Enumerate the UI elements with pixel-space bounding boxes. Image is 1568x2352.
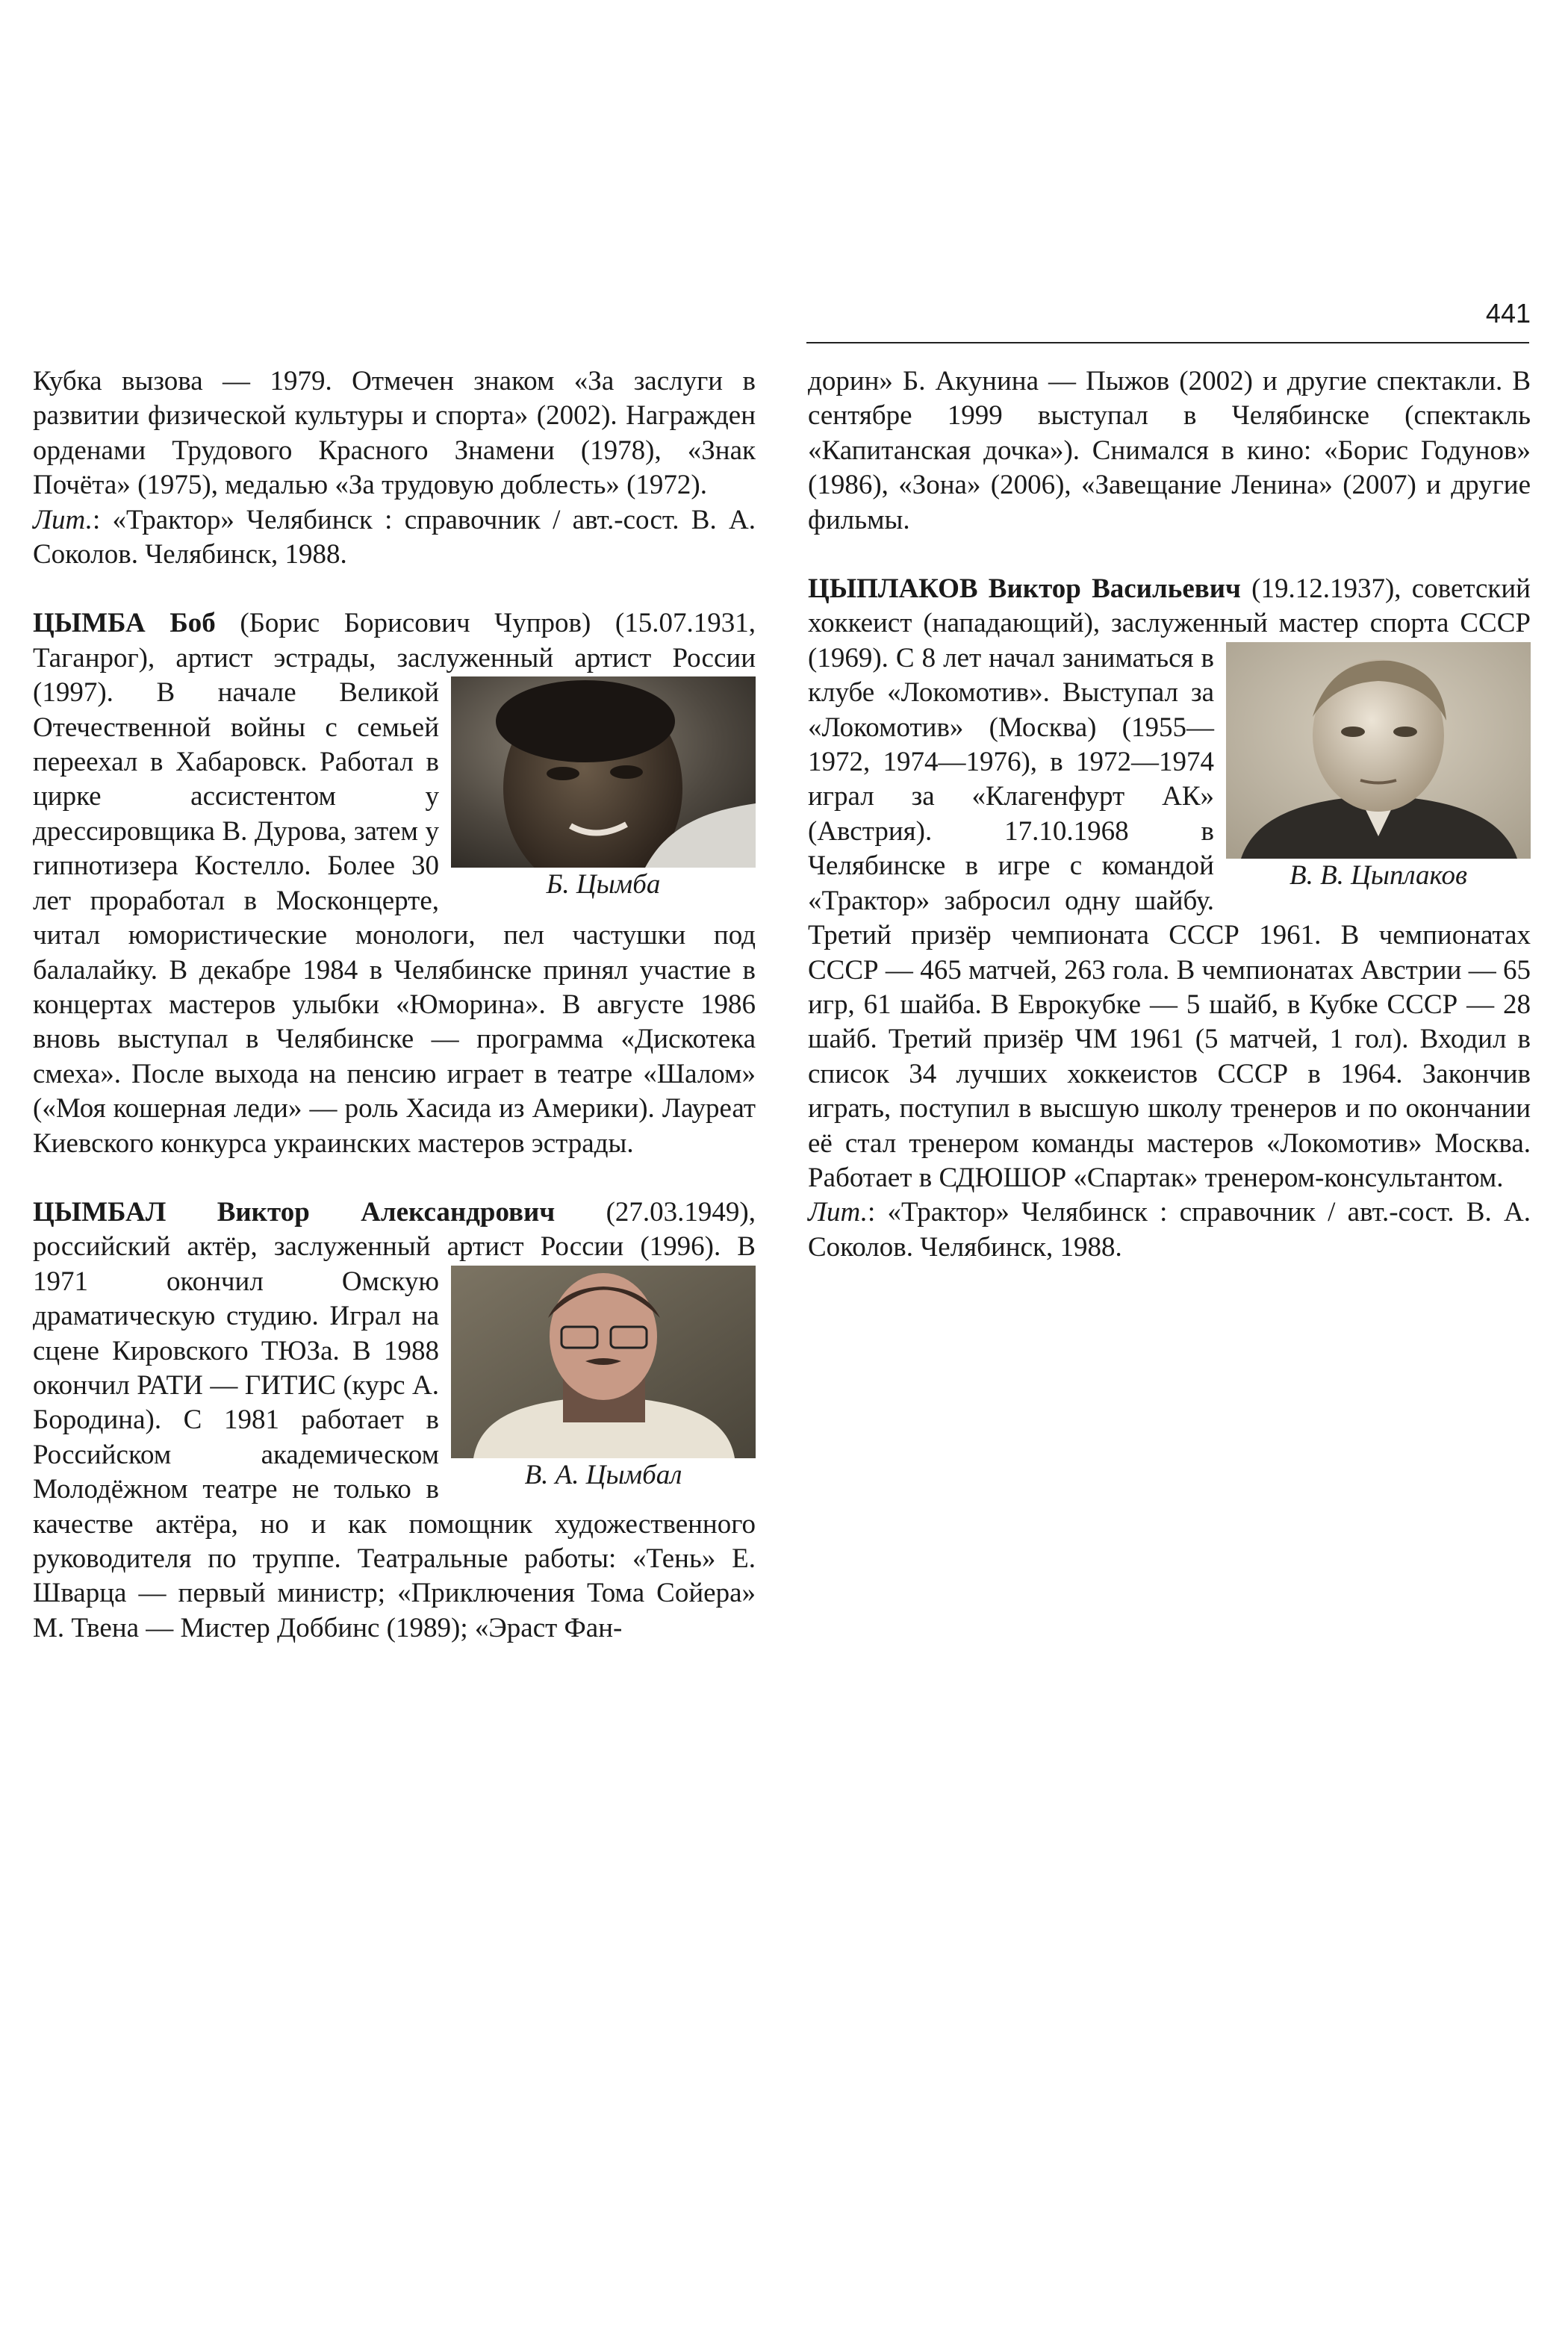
left-column xyxy=(33,364,756,1646)
entry-name-tsymba: ЦЫМБА Боб xyxy=(33,608,216,639)
lit-label: Лит. xyxy=(33,504,93,535)
photo-figure-tsyplakov xyxy=(1226,642,1531,893)
entry-text-tsyplakov: (19.12.1937), советский хоккеист (нападающий), заслуженный мастер спорта СССР (1969). С 8 лет начал заниматься в клубе «Локомотив». Выступал за «Локомотив» (Москва) (1955—1972, 1974—1976), в 1972—1974 играл за «Клагенфурт АК» (Австрия). 17.10.1968 в Челябинске в игре с командой «Трактор» забросил одну шайбу. Третий призёр чемпионата СССР 1961. В чемпионатах СССР — 465 матчей, 263 гола. В чемпионатах Австрии — 65 игр, 61 шайба. В Еврокубке — 5 шайб, в Кубке СССР — 28 шайб. Третий призёр ЧМ 1961 (5 матчей, 1 гол). Входил в список 34 лучших хоккеистов СССР в 1964. Закончив играть, поступил в высшую школу тренеров и по окончании её стал тренером команды мастеров «Локомотив» Москва. Работает в СДЮШОР «Спартак» тренером-консультантом. xyxy=(808,573,1531,1193)
literature-note xyxy=(33,503,756,573)
continued-paragraph xyxy=(33,364,756,503)
right-column xyxy=(808,364,1531,1265)
photo-figure-tsymba xyxy=(451,676,756,902)
photo-caption-tsymbal: В. А. Цымбал xyxy=(524,1459,682,1490)
entry-text-tsymbal: (27.03.1949), российский актёр, заслуженный артист России (1996). В 1971 окончил Омскую драматическую студию. Играл на сцене Кировского ТЮЗа. В 1988 окончил РАТИ — ГИТИС (курс А. Бородина). С 1981 работает в Российском академическом Молодёжном театре не только в качестве актёра, но и как помощник художественного руководителя по труппе. Театральные работы: «Тень» Е. Шварца — первый министр; «Приключения Тома Сойера» М. Твена — Мистер Доббинс (1989); «Эраст Фан- xyxy=(33,1196,756,1643)
entry-name-tsyplakov: ЦЫПЛАКОВ Виктор Васильевич xyxy=(808,573,1241,605)
header-rule xyxy=(806,342,1529,343)
continued-text: Кубка вызова — 1979. Отмечен знаком «За заслуги в развитии физической культуры и спорта» (2002). Награжден орденами Трудового Красного Знамени (1978), «Знак Почёта» (1975), медалью «За трудовую доблесть» (1972). xyxy=(33,366,756,501)
entry-tsyplakov xyxy=(808,572,1531,1265)
entry-name-tsymbal: ЦЫМБАЛ Виктор Александрович xyxy=(33,1196,556,1228)
literature-note xyxy=(808,1195,1531,1265)
entry-tsymba xyxy=(33,606,756,1161)
portrait-photo-tsymba xyxy=(451,676,756,868)
continued-paragraph xyxy=(808,364,1531,538)
photo-caption-tsyplakov: В. В. Цыплаков xyxy=(1289,860,1468,892)
lit-text: : «Трактор» Челябинск : справочник / авт.-сост. В. А. Соколов. Челябинск, 1988. xyxy=(33,504,756,570)
entry-gap xyxy=(33,1161,756,1195)
lit-label: Лит. xyxy=(808,1197,868,1228)
photo-caption-tsymba: Б. Цымба xyxy=(546,869,661,900)
entry-gap xyxy=(808,538,1531,572)
entry-text-tsymba: (Борис Борисович Чупров) (15.07.1931, Таганрог), артист эстрады, заслуженный артист России (1997). В начале Великой Отечественной войны с семьей переехал в Хабаровск. Работал в цирке ассистентом у дрессировщика В. Дурова, затем у гипнотизера Костелло. Более 30 лет проработал в Москонцерте, читал юмористические монологи, пел частушки под балалайку. В декабре 1984 в Челябинске принял участие в концертах мастеров улыбки «Юморина». В августе 1986 вновь выступал в Челябинске — программа «Дискотека смеха». После выхода на пенсию играет в театре «Шалом» («Моя кошерная леди» — роль Хасида из Америки). Лауреат Киевского конкурса украинских мастеров эстрады. xyxy=(33,608,756,1159)
page-number: 441 xyxy=(1485,298,1531,329)
photo-figure-tsymbal xyxy=(451,1266,756,1493)
entry-gap xyxy=(33,572,756,606)
lit-text: : «Трактор» Челябинск : справочник / авт.-сост. В. А. Соколов. Челябинск, 1988. xyxy=(808,1197,1531,1263)
portrait-photo-tsyplakov xyxy=(1226,642,1531,859)
portrait-photo-tsymbal xyxy=(451,1266,756,1458)
continued-text: дорин» Б. Акунина — Пыжов (2002) и другие спектакли. В сентябре 1999 выступал в Челябинске (спектакль «Капитанская дочка»). Снимался в кино: «Борис Годунов» (1986), «Зона» (2006), «Завещание Ленина» (2007) и другие фильмы. xyxy=(808,366,1531,535)
entry-tsymbal xyxy=(33,1195,756,1646)
